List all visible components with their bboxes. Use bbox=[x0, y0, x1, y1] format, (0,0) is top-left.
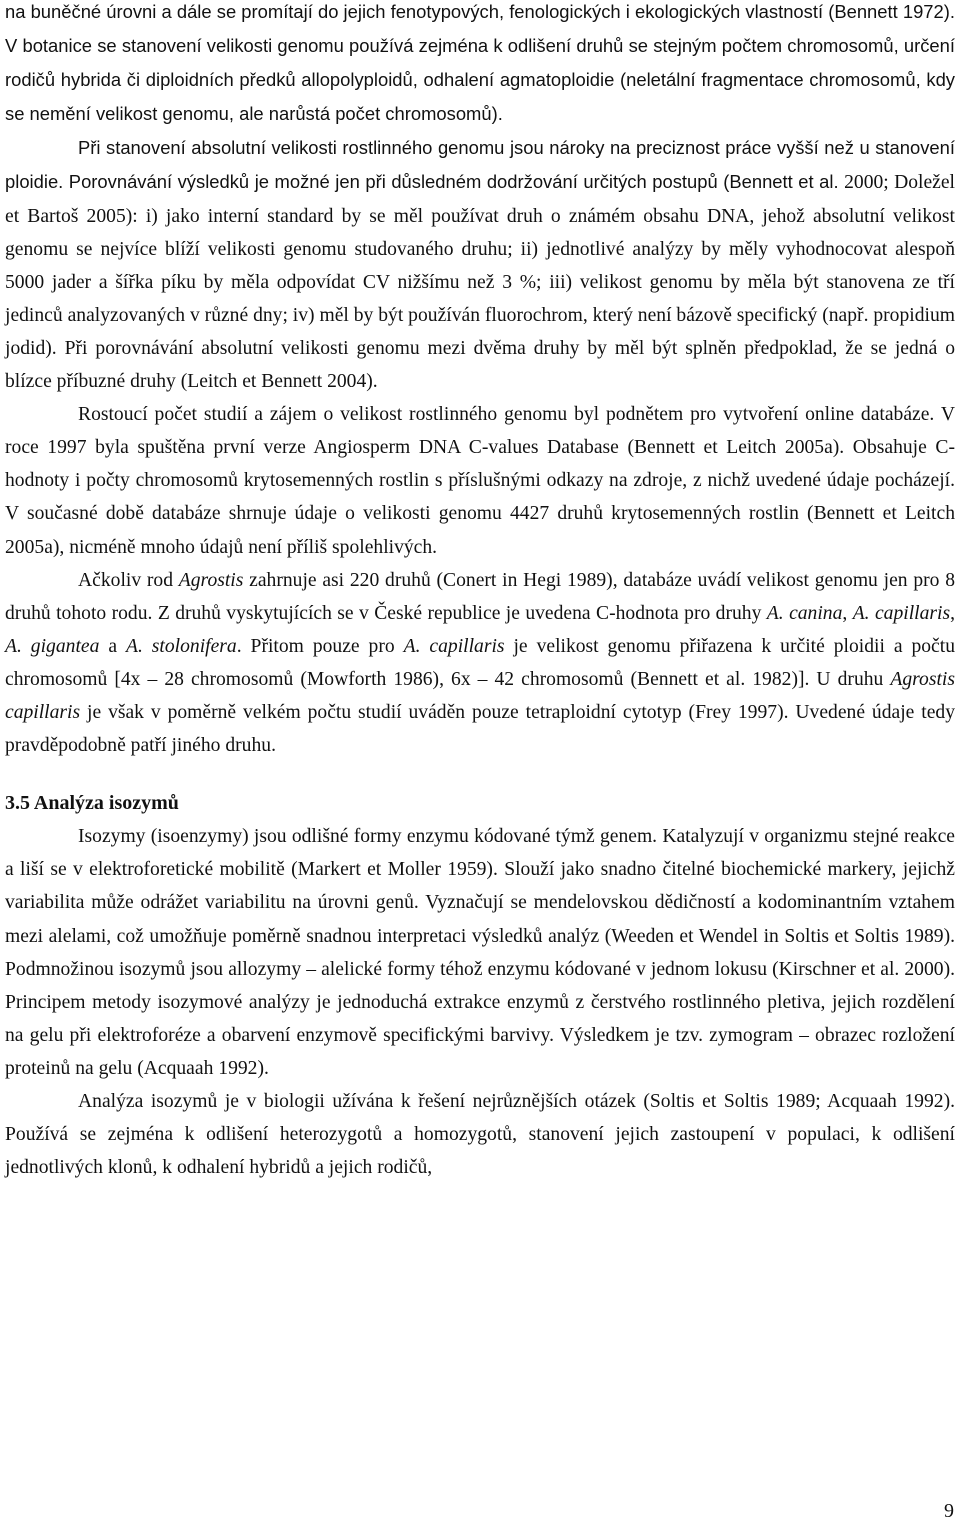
text-segment: je velikost genomu přiřazena k určité ploidii a počtu chromosomů [4x – 28 chromosomů (Mowforth 1986), 6x – 42 chromosomů (Bennett et al. 1982)]. U druhu bbox=[5, 635, 955, 690]
text-segment: . Přitom pouze pro bbox=[236, 635, 404, 657]
text-segment: Ačkoliv rod bbox=[78, 569, 179, 591]
text-segment: a bbox=[99, 635, 126, 657]
italic-text-segment: A. canina bbox=[766, 602, 843, 624]
paragraph-absolute-genome-size bbox=[5, 131, 955, 398]
text-segment: Rostoucí počet studií a zájem o velikost rostlinného genomu byl podnětem pro vytvoření online databáze. V roce 1997 byla spuštěna první verze Angiosperm DNA C-values Database (Bennett et Leitch 2005a). Obsahuje C-hodnoty i počty chromosomů krytosemenných rostlin s příslušnými odkazy na zdroje, z nichž uvedené údaje pocházejí. V současné době databáze shrnuje údaje o velikosti genomu 4427 druhů krytosemenných rostlin (Bennett et Leitch 2005a), nicméně mnoho údajů není příliš spolehlivých. bbox=[5, 404, 955, 558]
text-segment: Při stanovení absolutní velikosti rostlinného genomu jsou nároky na preciznost práce vyšší než u stanovení ploidie. Porovnávání výsledků je možné jen při důsledném dodržování určitých postupů (Bennett et al. bbox=[5, 137, 955, 193]
text-segment: na buněčné úrovni a dále se promítají do jejich fenotypových, fenologických i ekologických vlastností (Bennett 1972). bbox=[5, 1, 955, 22]
paragraph-isozymes-definition bbox=[5, 820, 955, 1085]
italic-text-segment: Agrostis bbox=[178, 569, 244, 591]
italic-text-segment: A. stolonifera bbox=[125, 635, 237, 657]
paragraph-online-database bbox=[5, 398, 955, 563]
paragraph-genome-usage bbox=[5, 0, 955, 131]
italic-text-segment: A. capillaris bbox=[852, 602, 951, 624]
text-segment: 2000; Doležel et Bartoš 2005): i) jako interní standard by se měl používat druh o známém obsahu DNA, jehož absolutní velikost genomu se nejvíce blíží velikosti genomu studovaného druhu; ii) jednotlivé analýzy by měly vyhodnocovat alespoň 5000 jader a šířka píku by měla odpovídat CV nižšímu než 3 %; iii) velikost genomu by měla být stanovena ze tří jedinců analyzovaných v různé dny; iv) měl by být používán fluorochrom, který není bázově specifický (např. propidium jodid). Při porovnávání absolutní velikosti genomu mezi dvěma druhy by měl být splněn předpoklad, že se jedná o blízce příbuzné druhy (Leitch et Bennett 2004). bbox=[5, 172, 956, 393]
page-number: 9 bbox=[944, 1500, 954, 1522]
text-segment: V botanice se stanovení velikosti genomu používá zejména k odlišení druhů se stejným počtem chromosomů, určení rodičů hybrida či diploidních předků allopolyploidů, odhalení agmatoploidie (neletální fragmentace chromosomů, kdy se nemění velikost genomu, ale narůstá počet chromosomů). bbox=[5, 35, 955, 125]
italic-text-segment: A. capillaris bbox=[403, 635, 505, 657]
paragraph-agrostis-genome bbox=[5, 564, 955, 763]
text-segment: zahrnuje asi 220 druhů (Conert in Hegi 1989), databáze uvádí velikost genomu jen pro 8 druhů tohoto rodu. Z druhů vyskytujících se v České republice je uvedena C-hodnota pro druhy bbox=[5, 569, 955, 624]
italic-text-segment: Agrostis capillaris bbox=[5, 668, 955, 723]
text-segment: , bbox=[950, 602, 956, 624]
italic-text-segment: A. gigantea bbox=[5, 635, 100, 657]
paragraph-isozyme-analysis-usage bbox=[5, 1085, 955, 1184]
text-segment: je však v poměrně velkém počtu studií uváděn pouze tetraploidní cytotyp (Frey 1997). Uvedené údaje tedy pravděpodobně patří jiného druhu. bbox=[5, 701, 955, 757]
text-segment: Analýza isozymů je v biologii užívána k řešení nejrůznějších otázek (Soltis et Soltis 1989; Acquaah 1992). Používá se zejména k odlišení heterozygotů a homozygotů, stanovení jejich zastoupení v populaci, k odlišení jednotlivých klonů, k odhalení hybridů a jejich rodičů, bbox=[5, 1091, 955, 1179]
text-segment: , bbox=[842, 602, 853, 624]
text-segment: Isozymy (isoenzymy) jsou odlišné formy enzymu kódované týmž genem. Katalyzují v organizmu stejné reakce a liší se v elektroforetické mobilitě (Markert et Moller 1959). Slouží jako snadno čitelné biochemické markery, jejichž variabilita může odrážet variabilitu na úrovni genů. Vyznačují se mendelovskou dědičností a kodominantním vztahem mezi alelami, což umožňuje poměrně snadnou interpretaci výsledků analýz (Weeden et Wendel in Soltis et Soltis 1989). Podmnožinou isozymů jsou allozymy – alelické formy téhož enzymu kódované v jednom lokusu (Kirschner et al. 2000). Principem metody isozymové analýzy je jednoduchá extrakce enzymů z čerstvého rostlinného pletiva, jejich rozdělení na gelu při elektroforéze a obarvení enzymově specifickými barvivy. Výsledkem je tzv. zymogram – obrazec rozložení proteinů na gelu (Acquaah 1992). bbox=[5, 826, 955, 1079]
section-heading: 3.5 Analýza isozymů bbox=[5, 792, 179, 815]
